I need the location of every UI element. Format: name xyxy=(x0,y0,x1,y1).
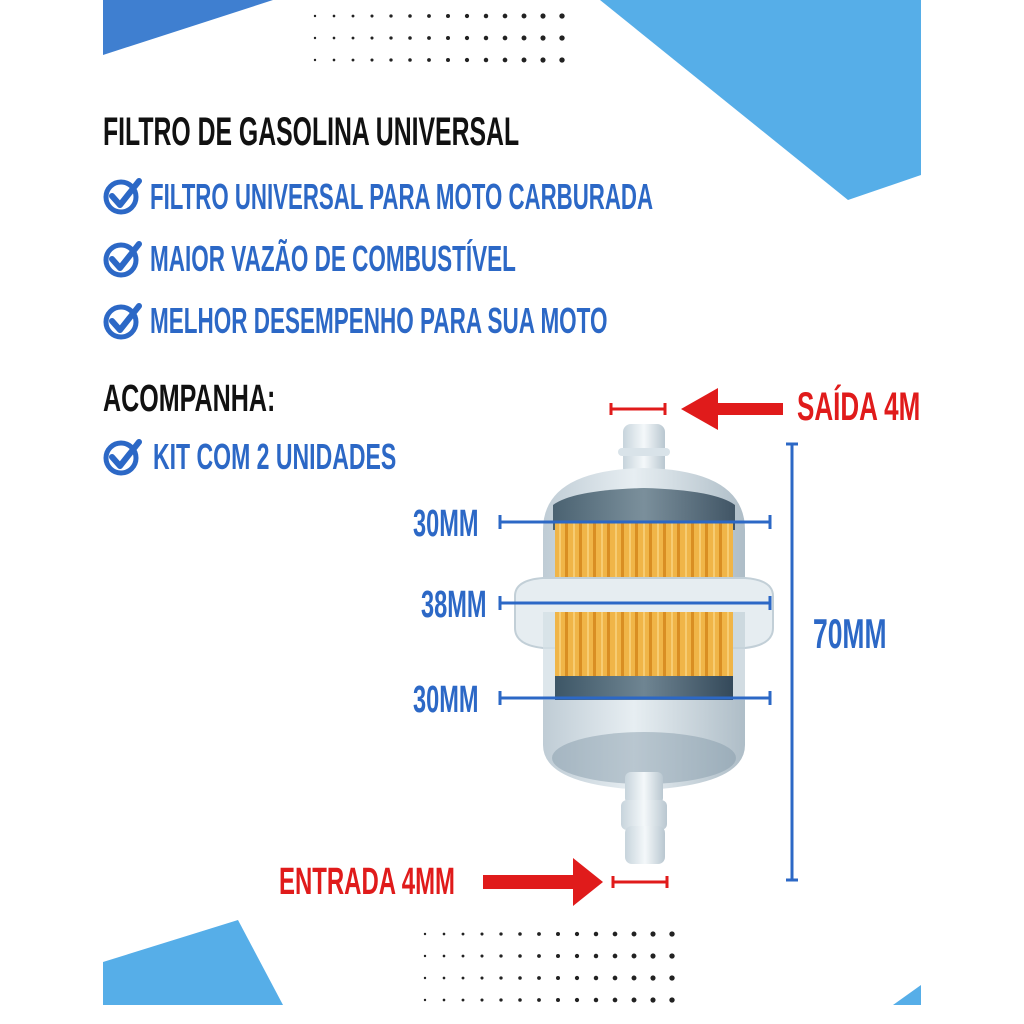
banner-panel xyxy=(103,0,921,1005)
arrow-icon xyxy=(483,858,603,906)
dimension-label-bottom: 30MM xyxy=(413,679,479,721)
fuel-filter-illustration xyxy=(103,0,921,1005)
dimension-label-height: 70MM xyxy=(813,610,887,657)
feature-item-2: MAIOR VAZÃO DE COMBUSTÍVEL xyxy=(150,238,516,279)
feature-item-3: MELHOR DESEMPENHO PARA SUA MOTO xyxy=(150,300,608,341)
outlet-label: SAÍDA 4M xyxy=(797,385,921,429)
filter-element-lower xyxy=(555,612,733,680)
inlet-label: ENTRADA 4MM xyxy=(279,861,455,903)
feature-item-1: FILTRO UNIVERSAL PARA MOTO CARBURADA xyxy=(150,176,654,217)
page-title: FILTRO DE GASOLINA UNIVERSAL xyxy=(103,110,520,154)
arrow-icon xyxy=(681,388,783,430)
includes-heading: ACOMPANHA: xyxy=(103,378,276,420)
includes-item: KIT COM 2 UNIDADES xyxy=(153,436,397,477)
inlet-nozzle xyxy=(621,772,667,864)
dimension-label-middle: 38MM xyxy=(421,584,487,626)
dimension-label-top: 30MM xyxy=(413,503,479,545)
